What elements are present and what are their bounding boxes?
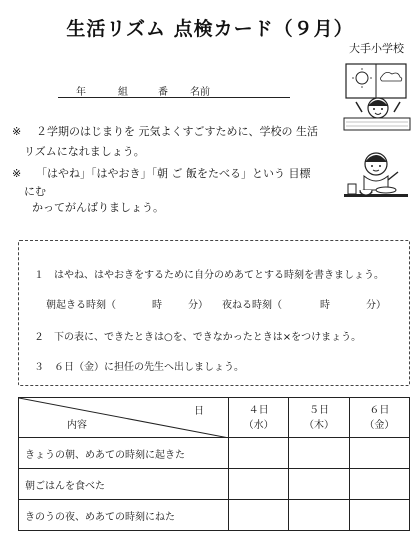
check-cell[interactable]	[289, 438, 349, 469]
day-header-3	[349, 398, 409, 438]
row-label-breakfast: 朝ごはんを食べた	[19, 469, 229, 500]
number-label: 番	[158, 87, 168, 98]
class-label: 組	[118, 87, 128, 98]
check-cell[interactable]	[229, 500, 289, 531]
wake-time-label: 朝起きる時刻（	[46, 300, 116, 311]
row-label-sleep: きのうの夜、めあての時刻にねた	[19, 500, 229, 531]
instruction-3: ３ ６日（金）に担任の先生へ出しましょう。	[34, 362, 244, 373]
day-1-weekday: （水）	[243, 419, 274, 431]
note-1-line-2: リズムになれましょう。	[24, 145, 145, 158]
page-title: 生活リズム 点検カード（９月）	[66, 18, 354, 40]
header-day-label: 日	[194, 406, 204, 417]
grade-label: 年	[76, 87, 86, 98]
day-1-date: ４日	[248, 404, 269, 416]
check-cell[interactable]	[349, 469, 409, 500]
name-label: 名前	[190, 87, 210, 98]
row-label-wake: きょうの朝、めあての時刻に起きた	[19, 438, 229, 469]
waking-child-illustration	[332, 62, 412, 132]
checklist-table	[18, 397, 410, 531]
check-cell[interactable]	[289, 500, 349, 531]
day-3-weekday: （金）	[364, 419, 395, 431]
note-2-line-2: にむ	[24, 185, 46, 198]
sleep-minute-unit: 分）	[366, 300, 386, 311]
table-row	[19, 469, 410, 500]
day-2-date: ５日	[308, 404, 329, 416]
table-row	[19, 438, 410, 469]
wake-minute-unit: 分）	[188, 300, 208, 311]
check-cell[interactable]	[229, 469, 289, 500]
check-cell[interactable]	[229, 438, 289, 469]
sleep-hour-unit: 時	[320, 300, 330, 311]
instruction-1: １ はやね、はやおきをするために自分のめあてとする時刻を書きましょう。	[34, 270, 384, 281]
note-2-line-1: 「はやね」「はやおき」「朝 ご 飯をたべる」という 目標	[36, 167, 311, 180]
check-cell[interactable]	[349, 438, 409, 469]
note-1-mark: ※	[12, 125, 22, 138]
check-cell[interactable]	[349, 500, 409, 531]
day-header-2	[289, 398, 349, 438]
day-header-1	[229, 398, 289, 438]
sleep-time-label: 夜ねる時刻（	[222, 300, 282, 311]
instruction-2: ２ 下の表に、できたときは○を、できなかったときは×をつけまょう。	[34, 332, 362, 343]
day-3-date: ６日	[369, 404, 390, 416]
breakfast-child-illustration	[340, 150, 412, 212]
table-row	[19, 500, 410, 531]
note-2-mark: ※	[12, 167, 22, 180]
check-cell[interactable]	[289, 469, 349, 500]
student-info-line	[58, 83, 290, 98]
wake-hour-unit: 時	[152, 300, 162, 311]
school-name: 大手小学校	[349, 42, 404, 55]
note-1-line-1: ２学期のはじまりを 元気よくすごすために、学校の 生活	[36, 125, 318, 138]
note-2-line-3: かってがんばりましょう。	[32, 201, 164, 214]
note-2	[12, 164, 311, 216]
note-1	[12, 122, 318, 162]
header-content-label: 内容	[67, 420, 87, 431]
table-header-diagonal	[19, 398, 229, 438]
day-2-weekday: （木）	[303, 419, 334, 431]
